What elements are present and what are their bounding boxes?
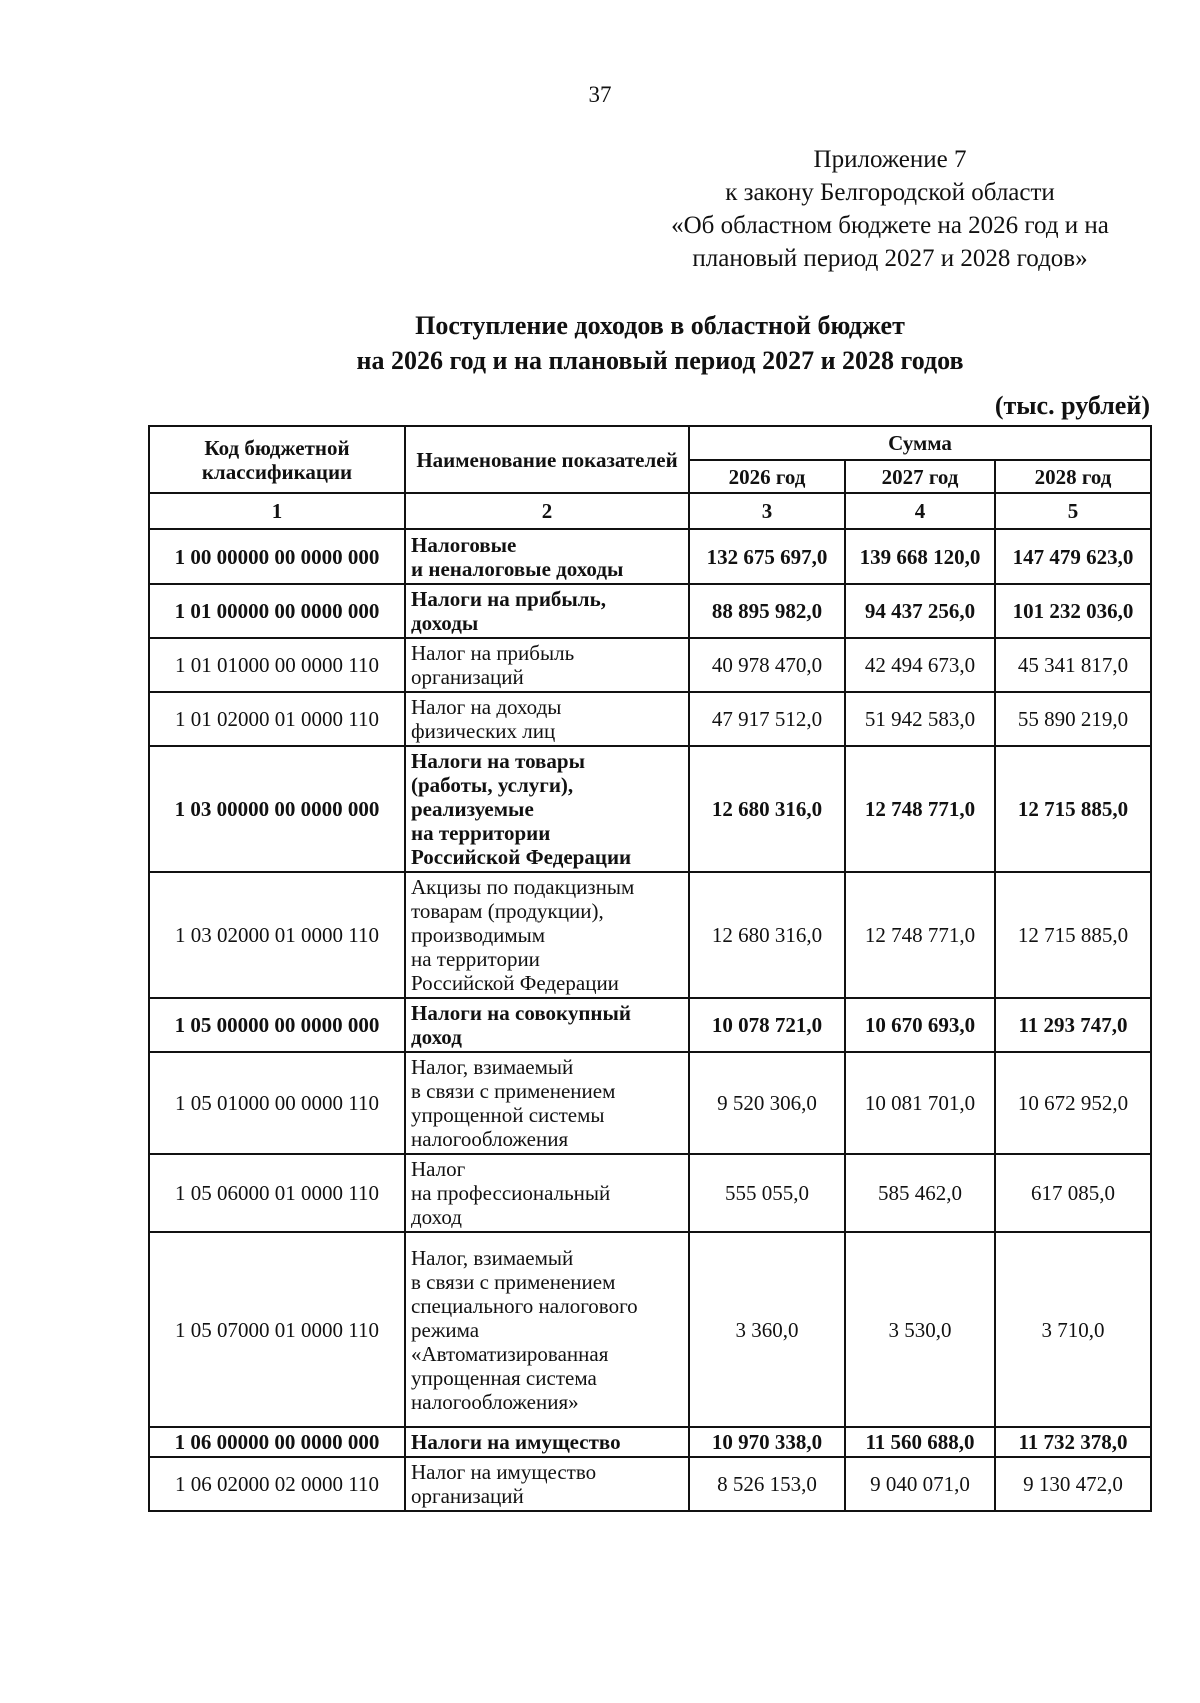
- row-value-2028: 12 715 885,0: [995, 872, 1151, 998]
- row-name: Налоги на имущество: [405, 1427, 689, 1457]
- row-value-2027: 12 748 771,0: [845, 746, 995, 872]
- row-value-2028: 9 130 472,0: [995, 1457, 1151, 1511]
- row-code: 1 03 02000 01 0000 110: [149, 872, 405, 998]
- table-row: [149, 1154, 1151, 1232]
- row-code: 1 01 00000 00 0000 000: [149, 584, 405, 638]
- appendix-header: [620, 143, 1160, 275]
- row-code: 1 06 02000 02 0000 110: [149, 1457, 405, 1511]
- header-sum: Сумма: [689, 426, 1151, 460]
- row-code: 1 00 00000 00 0000 000: [149, 529, 405, 584]
- title-line: Поступление доходов в областной бюджет: [415, 311, 905, 340]
- row-name: Налоги на прибыль, доходы: [405, 584, 689, 638]
- row-value-2026: 8 526 153,0: [689, 1457, 845, 1511]
- title-line: на 2026 год и на плановый период 2027 и 2028 годов: [356, 346, 964, 375]
- row-value-2027: 9 040 071,0: [845, 1457, 995, 1511]
- row-value-2026: 12 680 316,0: [689, 746, 845, 872]
- row-value-2027: 3 530,0: [845, 1232, 995, 1427]
- row-value-2027: 94 437 256,0: [845, 584, 995, 638]
- row-value-2026: 555 055,0: [689, 1154, 845, 1232]
- header-code: Код бюджетной классификации: [149, 426, 405, 493]
- column-index: 4: [845, 493, 995, 529]
- row-value-2028: 11 293 747,0: [995, 998, 1151, 1052]
- row-value-2027: 139 668 120,0: [845, 529, 995, 584]
- row-name: Налог, взимаемый в связи с применением упрощенной системы налогообложения: [405, 1052, 689, 1154]
- revenue-table: [148, 425, 1152, 1512]
- table-row: [149, 584, 1151, 638]
- row-value-2028: 147 479 623,0: [995, 529, 1151, 584]
- table-row: [149, 1457, 1151, 1511]
- row-code: 1 06 00000 00 0000 000: [149, 1427, 405, 1457]
- appendix-line: «Об областном бюджете на 2026 год и на: [671, 212, 1109, 239]
- row-name: Налог, взимаемый в связи с применением специального налогового режима «Автоматизированная упрощенная система налогообложения»: [405, 1232, 689, 1427]
- row-value-2027: 585 462,0: [845, 1154, 995, 1232]
- header-year-2028: 2028 год: [995, 460, 1151, 493]
- row-value-2028: 101 232 036,0: [995, 584, 1151, 638]
- row-code: 1 03 00000 00 0000 000: [149, 746, 405, 872]
- row-value-2026: 47 917 512,0: [689, 692, 845, 746]
- row-value-2026: 10 078 721,0: [689, 998, 845, 1052]
- row-name: Налог на имущество организаций: [405, 1457, 689, 1511]
- row-code: 1 01 01000 00 0000 110: [149, 638, 405, 692]
- row-value-2027: 10 081 701,0: [845, 1052, 995, 1154]
- row-value-2027: 42 494 673,0: [845, 638, 995, 692]
- table-row: [149, 638, 1151, 692]
- row-value-2026: 10 970 338,0: [689, 1427, 845, 1457]
- row-value-2026: 132 675 697,0: [689, 529, 845, 584]
- row-value-2028: 11 732 378,0: [995, 1427, 1151, 1457]
- page-number: 37: [588, 82, 612, 107]
- appendix-line: плановый период 2027 и 2028 годов»: [692, 245, 1088, 272]
- column-index: 3: [689, 493, 845, 529]
- column-index: 1: [149, 493, 405, 529]
- row-value-2028: 55 890 219,0: [995, 692, 1151, 746]
- row-name: Налоги на совокупный доход: [405, 998, 689, 1052]
- table-row: [149, 1427, 1151, 1457]
- row-value-2027: 12 748 771,0: [845, 872, 995, 998]
- row-value-2026: 12 680 316,0: [689, 872, 845, 998]
- appendix-line: Приложение 7: [813, 146, 967, 173]
- row-value-2028: 617 085,0: [995, 1154, 1151, 1232]
- row-value-2028: 3 710,0: [995, 1232, 1151, 1427]
- header-year-2026: 2026 год: [689, 460, 845, 493]
- row-value-2027: 10 670 693,0: [845, 998, 995, 1052]
- row-value-2026: 88 895 982,0: [689, 584, 845, 638]
- column-index: 2: [405, 493, 689, 529]
- row-name: Налоги на товары (работы, услуги), реализуемые на территории Российской Федерации: [405, 746, 689, 872]
- table-row: [149, 529, 1151, 584]
- row-code: 1 05 06000 01 0000 110: [149, 1154, 405, 1232]
- table-row: [149, 746, 1151, 872]
- column-index: 5: [995, 493, 1151, 529]
- row-value-2026: 40 978 470,0: [689, 638, 845, 692]
- row-code: 1 01 02000 01 0000 110: [149, 692, 405, 746]
- units-label: (тыс. рублей): [994, 391, 1150, 420]
- row-name: Налог на доходы физических лиц: [405, 692, 689, 746]
- row-code: 1 05 01000 00 0000 110: [149, 1052, 405, 1154]
- row-name: Налоговые и неналоговые доходы: [405, 529, 689, 584]
- row-code: 1 05 07000 01 0000 110: [149, 1232, 405, 1427]
- row-value-2026: 9 520 306,0: [689, 1052, 845, 1154]
- table-row: [149, 1232, 1151, 1427]
- table-body: [149, 529, 1151, 1511]
- row-value-2028: 45 341 817,0: [995, 638, 1151, 692]
- table-row: [149, 998, 1151, 1052]
- table-row: [149, 692, 1151, 746]
- document-title: [135, 308, 1185, 378]
- table-row: [149, 1052, 1151, 1154]
- row-name: Налог на профессиональный доход: [405, 1154, 689, 1232]
- row-value-2027: 11 560 688,0: [845, 1427, 995, 1457]
- row-value-2027: 51 942 583,0: [845, 692, 995, 746]
- row-value-2028: 12 715 885,0: [995, 746, 1151, 872]
- row-name: Акцизы по подакцизным товарам (продукции), производимым на территории Российской Федерации: [405, 872, 689, 998]
- row-value-2028: 10 672 952,0: [995, 1052, 1151, 1154]
- header-year-2027: 2027 год: [845, 460, 995, 493]
- appendix-line: к закону Белгородской области: [725, 179, 1055, 206]
- row-code: 1 05 00000 00 0000 000: [149, 998, 405, 1052]
- table-row: [149, 872, 1151, 998]
- header-name: Наименование показателей: [405, 426, 689, 493]
- row-name: Налог на прибыль организаций: [405, 638, 689, 692]
- row-value-2026: 3 360,0: [689, 1232, 845, 1427]
